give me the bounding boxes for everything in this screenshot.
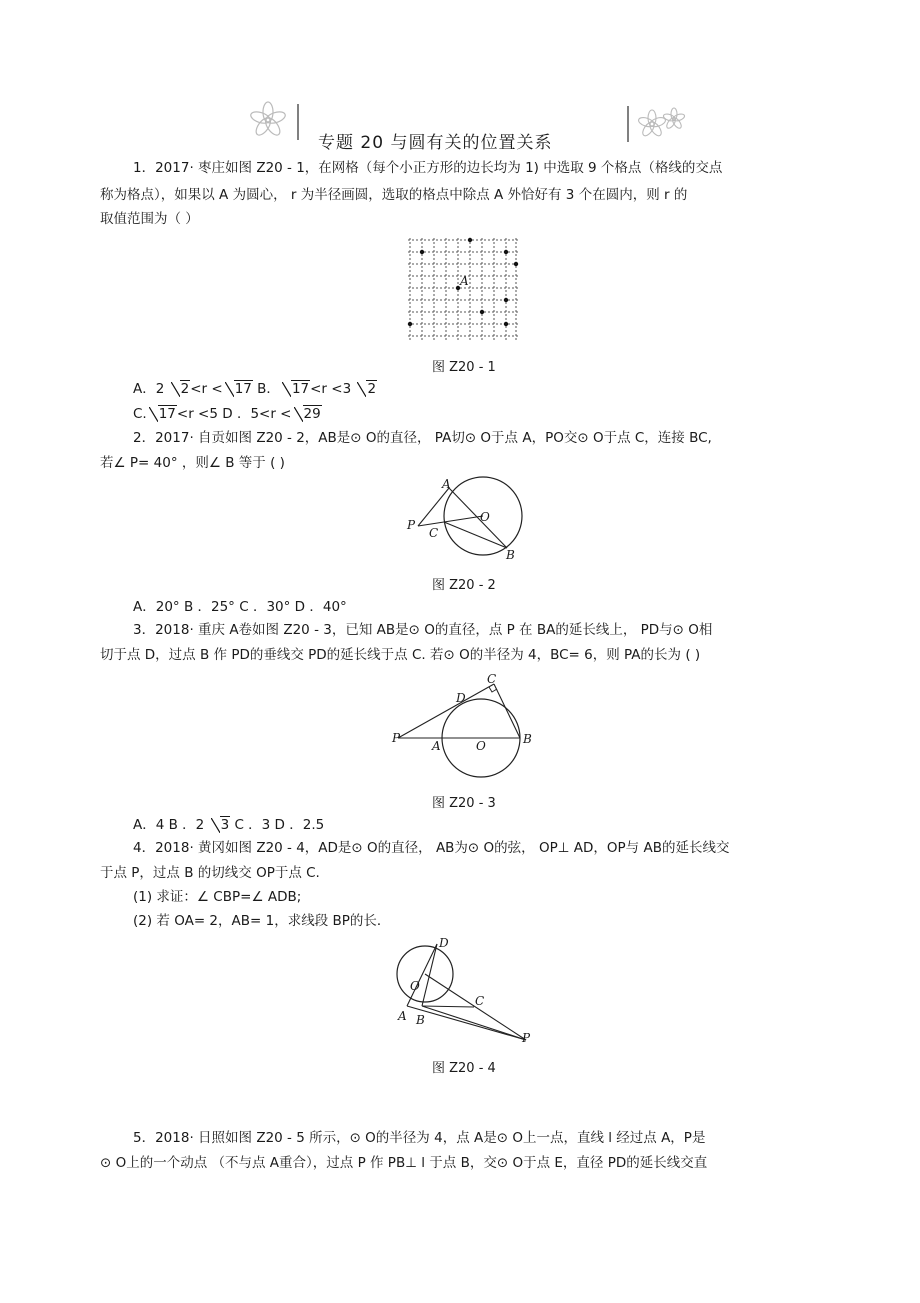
flower-icon (249, 102, 286, 138)
figure-caption: 图 Z20 - 3 (432, 796, 496, 811)
q4-line-1: 4．2018· 黄冈如图 Z20 - 4，AD是⊙ O的直径， AB为⊙ O的弦， OP⊥ AD，OP与 AB的延长线交 (133, 840, 730, 856)
figure-z20-3 (390, 672, 540, 782)
q5-line-1: 5．2018· 日照如图 Z20 - 5 所示，⊙ O的半径为 4，点 A是⊙ O上一点，直线 l 经过点 A，P是 (133, 1130, 706, 1146)
label-a: A (398, 1009, 407, 1023)
label-d: D (439, 936, 449, 950)
point-label-a: A (460, 274, 469, 288)
grid-point (468, 238, 472, 242)
q3-options: A．4 B ．2 3 C ．3 D ．2.5 (133, 817, 325, 833)
q1-line-3: 取值范围为（ ） (100, 211, 199, 227)
q2-line-1: 2．2017· 自贡如图 Z20 - 2，AB是⊙ O的直径， PA切⊙ O于点 A，PO交⊙ O于点 C，连接 BC, (133, 430, 712, 446)
q1-options-cd: C. 17<r <5 D ．5<r < 29 (133, 406, 321, 422)
label-p: P (522, 1031, 531, 1045)
label-a: A (442, 477, 451, 491)
grid-point (504, 322, 508, 326)
q1-options-ab: A．2 2<r < 17 B． 17<r <3 2 (133, 381, 377, 397)
q3-line-1: 3．2018· 重庆 A卷如图 Z20 - 3，已知 AB是⊙ O的直径，点 P 在 BA的延长线上， PD与⊙ O相 (133, 622, 713, 638)
q1-line-2: 称为格点），如果以 A 为圆心， r 为半径画圆，选取的格点中除点 A 外恰好有 3 个在圆内，则 r 的 (100, 187, 688, 203)
figure-caption: 图 Z20 - 2 (432, 578, 496, 593)
grid-point (504, 298, 508, 302)
flower-icon (637, 108, 685, 138)
q4-line-2: 于点 P，过点 B 的切线交 OP于点 C. (100, 865, 320, 881)
label-o: O (480, 510, 490, 524)
q4-part-2: (2) 若 OA= 2，AB= 1，求线段 BP的长． (133, 913, 391, 929)
grid-point (420, 250, 424, 254)
q4-part-1: (1) 求证：∠ CBP=∠ ADB; (133, 889, 302, 905)
header-ornament-left (240, 96, 310, 144)
label-b: B (506, 548, 515, 562)
q2-line-2: 若∠ P= 40° ，则∠ B 等于 ( ) (100, 455, 285, 471)
label-p: P (392, 731, 401, 745)
label-p: P (407, 518, 416, 532)
figure-caption: 图 Z20 - 4 (432, 1061, 496, 1076)
label-c: C (475, 994, 485, 1008)
grid-point (408, 322, 412, 326)
label-d: D (456, 691, 466, 705)
figure-z20-4 (392, 934, 542, 1046)
figure-z20-1-grid (404, 234, 520, 346)
label-a: A (432, 739, 441, 753)
q2-options: A．20° B ．25° C ．30° D ．40° (133, 599, 347, 615)
label-o: O (410, 979, 420, 993)
page-title: 专题 20 与圆有关的位置关系 (318, 133, 553, 153)
label-c: C (487, 672, 497, 686)
q3-line-2: 切于点 D，过点 B 作 PD的垂线交 PD的延长线于点 C. 若⊙ O的半径为 4，BC= 6，则 PA的长为 ( ) (100, 647, 701, 663)
label-c: C (429, 526, 439, 540)
q1-line-1: 1．2017· 枣庄如图 Z20 - 1，在网格（每个小正方形的边长均为 1) 中选取 9 个格点（格线的交点 (133, 160, 723, 176)
grid-point (480, 310, 484, 314)
grid-point (504, 250, 508, 254)
header-ornament-right (622, 100, 694, 146)
figure-z20-2 (400, 476, 530, 564)
figure-caption: 图 Z20 - 1 (432, 360, 496, 375)
label-b: B (523, 732, 532, 746)
q5-line-2: ⊙ O上的一个动点 （不与点 A重合），过点 P 作 PB⊥ l 于点 B，交⊙ O于点 E，直径 PD的延长线交直 (100, 1155, 708, 1171)
grid-point (514, 262, 518, 266)
label-b: B (416, 1013, 425, 1027)
label-o: O (476, 739, 486, 753)
